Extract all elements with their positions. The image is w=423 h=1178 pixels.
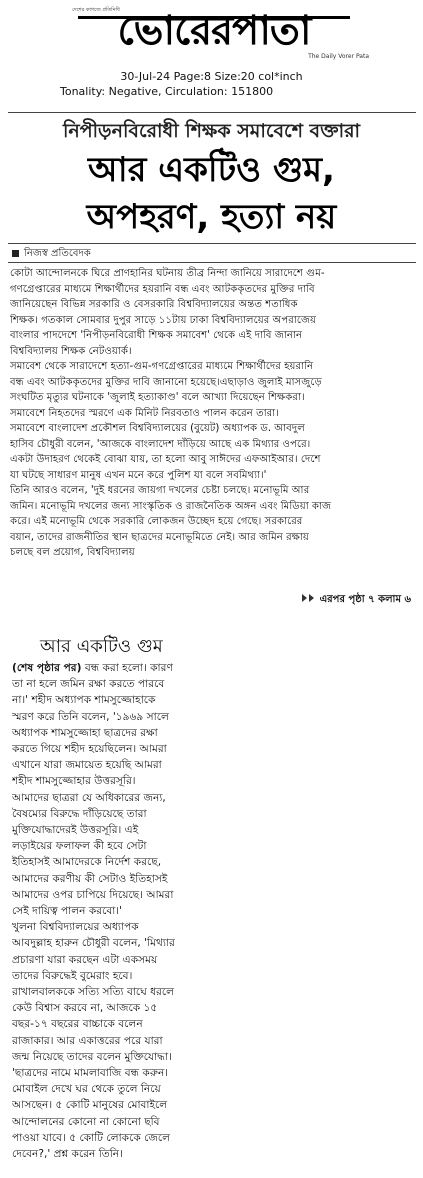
continuation-line: আবদুল্লাহ হারুন চৌধুরী বলেন, 'মিথ্যার bbox=[12, 937, 175, 950]
article-line: বাংলার পাদদেশে 'নিপীড়নবিরোধী শিক্ষক সমাবেশ' থেকে এই দাবি জানান bbox=[10, 330, 303, 341]
continuation-line: তা না হলে জমিন রক্ষা করতে পারবে bbox=[12, 678, 165, 691]
article-line: জমিন। মনোভূমি দখলের জন্য সাংস্কৃতিক ও রাজনৈতিক অঙ্গন এবং মিডিয়া কাজ bbox=[10, 500, 332, 512]
continuation-line: আন্দোলনের কোনো না কোনো ছবি bbox=[12, 1115, 160, 1128]
article-line: তিনি আরও বলেন, 'দুই ধরনের জায়গা দখলের চেষ্টা চলছে। মনোভূমি আর bbox=[10, 485, 310, 496]
continuation-line bbox=[12, 660, 317, 676]
continuation-line: আমাদের ছাত্ররা যে অধিকারের জন্য, bbox=[12, 791, 166, 804]
headline-line-2: অপহরণ, হত্যা নয় bbox=[86, 197, 337, 237]
continuation-line: প্রচারণা যারা করছেন এটা একসময় bbox=[12, 953, 158, 966]
article-line: গণগ্রেপ্তারের মাধ্যমে শিক্ষার্থীদের হয়রানি বন্ধ এবং আটককৃতদের মুক্তির দাবি bbox=[10, 283, 315, 295]
article-line: সমাবেশ থেকে সারাদেশে হত্যা-গুম-গণগ্রেপ্তারের মাধ্যমে শিক্ষার্থীদের হয়রানি bbox=[10, 361, 314, 372]
jump-text: এরপর পৃষ্ঠা ৭ কলাম ৬ bbox=[319, 594, 411, 605]
article-kicker: নিপীড়নবিরোধী শিক্ষক সমাবেশে বক্তারা bbox=[62, 120, 361, 142]
clip-meta-tonality: Tonality: Negative, Circulation: 151800 bbox=[60, 85, 274, 98]
continuation-line: সেই দায়িত্ব পালন করবো।' bbox=[12, 905, 122, 918]
article-line: জানিয়েছেন বিভিন্ন সরকারি ও বেসরকারি বিশ্ববিদ্যালয়ের অন্তত শতাধিক bbox=[10, 299, 298, 310]
article-line: কোটা আন্দোলনকে ঘিরে প্রাণহানির ঘটনায় তীব্র নিন্দা জানিয়ে সারাদেশে গুম- bbox=[10, 268, 325, 279]
continuation-lead: (শেষ পৃষ্ঠার পর) bbox=[12, 662, 82, 674]
continuation-line: রাজাকার। আর একাত্তরের পরে যারা bbox=[12, 1034, 163, 1047]
byline-text: নিজস্ব প্রতিবেদক bbox=[24, 248, 91, 259]
article-body bbox=[10, 266, 414, 561]
continuation-line: করতে গিয়ে শহীদ হয়েছিলেন। আমরা bbox=[12, 743, 167, 756]
article-line: বয়ান, তাদের রাজনীতির স্থান ছাত্রদের মনোভূমিতে নেই। আর জমিন রক্ষায় bbox=[10, 531, 309, 543]
continuation-line-text: বন্ধ করা হলো। কারণ bbox=[81, 662, 173, 674]
continuation-line: কেউ বিশ্বাস করবে না, আজকে ১৫ bbox=[12, 1002, 158, 1015]
masthead bbox=[0, 0, 423, 62]
continuation-line: অধ্যাপক শামসুজ্জোহা ছাত্রদের রক্ষা bbox=[12, 726, 158, 739]
divider bbox=[8, 262, 416, 263]
continuation-line: মোবাইল দেখে ঘর থেকে তুলে নিয়ে bbox=[12, 1083, 161, 1096]
continuation-line: লড়াইয়ের ফলাফল কী হবে সেটা bbox=[12, 840, 147, 853]
article-line: বিশ্ববিদ্যালয় শিক্ষক নেটওয়ার্ক। bbox=[10, 345, 132, 357]
continuation-heading: আর একটিও গুম bbox=[40, 636, 163, 657]
divider bbox=[8, 112, 416, 113]
article-line: সমাবেশে নিহতদের স্মরণে এক মিনিট নিরবতাও পালন করেন তারা। bbox=[10, 407, 279, 419]
article-line: সমাবেশে বাংলাদেশ প্রকৌশল বিশ্ববিদ্যালয়ের (বুয়েট) অধ্যাপক ড. আবদুল bbox=[10, 423, 305, 434]
logo-english-name: The Daily Vorer Pata bbox=[308, 53, 369, 60]
continuation-line: তাদের বিরুদ্ধেই বুমেরাং হবে। bbox=[12, 969, 133, 982]
article-line: করে। এই মনোভূমি থেকে সরকারি লোকজন উচ্ছেদ হয়ে গেছে। সরকারের bbox=[10, 516, 303, 527]
continuation-line: আমাদের করণীয় কী সেটাও ইতিহাসই bbox=[12, 872, 168, 885]
arrow-right-icon bbox=[309, 594, 314, 602]
byline-square-icon bbox=[12, 250, 19, 257]
continuation-line: দেবেন?,' প্রশ্ন করেন তিনি। bbox=[12, 1148, 123, 1161]
continuation-line: না।' শহীদ অধ্যাপক শামসুজ্জোহাকে bbox=[12, 694, 156, 707]
continuation-line: খুলনা বিশ্ববিদ্যালয়ের অধ্যাপক bbox=[12, 921, 139, 934]
article-line: বন্ধ এবং আটককৃতদের মুক্তির দাবি জানানো হয়েছে।এছাড়াও জুলাই মাসজুড়ে bbox=[10, 376, 322, 388]
continuation-line: রাখালবালককে সত্যি সত্যি বাঘে ধরলে bbox=[12, 986, 175, 999]
continuation-line: বছর-১৭ বছরের বাচ্চাকে বলেন bbox=[12, 1018, 143, 1031]
continuation-line: শহীদ শামসুজ্জোহার উত্তরসূরি। bbox=[12, 775, 136, 788]
clip-meta-date-page: 30-Jul-24 Page:8 Size:20 col*inch bbox=[120, 70, 303, 83]
continuation-line: বৈষম্যের বিরুদ্ধে দাঁড়িয়েছে তারা bbox=[12, 807, 147, 820]
logo-text: ভোরেরপাতা bbox=[117, 7, 311, 54]
continuation-line: আসছেন। ৫ কোটি মানুষের মোবাইলে bbox=[12, 1099, 168, 1112]
article-line: চলছে বল প্রয়োগ, বিশ্ববিদ্যালয় bbox=[10, 547, 135, 558]
continuation-line: 'ছাত্রদের নামে মামলাবাজি বন্ধ করুন। bbox=[12, 1067, 169, 1080]
article-line: একটা উদাহরণ থেকেই বোঝা যায়, তা হলো আবু সাঈদের এফআইআর। দেশে bbox=[10, 454, 321, 465]
headline-line-1: আর একটিও গুম, bbox=[88, 150, 335, 190]
continuation-line: মুক্তিযোদ্ধাদেরই উত্তরসূরি। এই bbox=[12, 824, 139, 837]
byline bbox=[12, 246, 91, 263]
divider bbox=[8, 243, 416, 244]
article-line: সংঘটিত মৃত্যুর ঘটনাকে 'জুলাই হত্যাকাণ্ড' বলে আখ্যা দিয়েছেন শিক্ষকরা। bbox=[10, 392, 305, 403]
jump-reference bbox=[302, 592, 411, 609]
continuation-line: আমাদের ওপর চাপিয়ে দিয়েছে। আমরা bbox=[12, 888, 174, 901]
continuation-line: ইতিহাসই আমাদেরকে নির্দেশ করছে, bbox=[12, 856, 162, 869]
article-line: যা ঘটছে সাধারণ মানুষ এখন মনে করে পুলিশ যা বলে সবমিথ্যা।' bbox=[10, 469, 267, 481]
continuation-line: পাওয়া যাবে। ৫ কোটি লোককে জেলে bbox=[12, 1131, 171, 1144]
continuation-line: স্মরণ করে তিনি বলেন, '১৯৬৯ সালে bbox=[12, 710, 169, 723]
continuation-line: এখানে যারা জমায়েত হয়েছি আমরা bbox=[12, 759, 162, 772]
article-line: হাসিব চৌধুরী বলেন, 'আজকে বাংলাদেশ দাঁড়িয়ে আছে এক মিথ্যার ওপরে। bbox=[10, 438, 311, 450]
arrow-right-icon bbox=[302, 594, 307, 602]
masthead-tagline: দেশের কাগজে প্রতিনিধি bbox=[72, 7, 120, 13]
continuation-body bbox=[12, 660, 317, 1162]
article-line: শিক্ষক। গতকাল সোমবার দুপুর সাড়ে ১১টায় ঢাকা বিশ্ববিদ্যালয়ের অপরাজেয় bbox=[10, 314, 317, 326]
continuation-line: জন্ম নিয়েছে তাদের বলেন মুক্তিযোদ্ধা। bbox=[12, 1050, 172, 1063]
